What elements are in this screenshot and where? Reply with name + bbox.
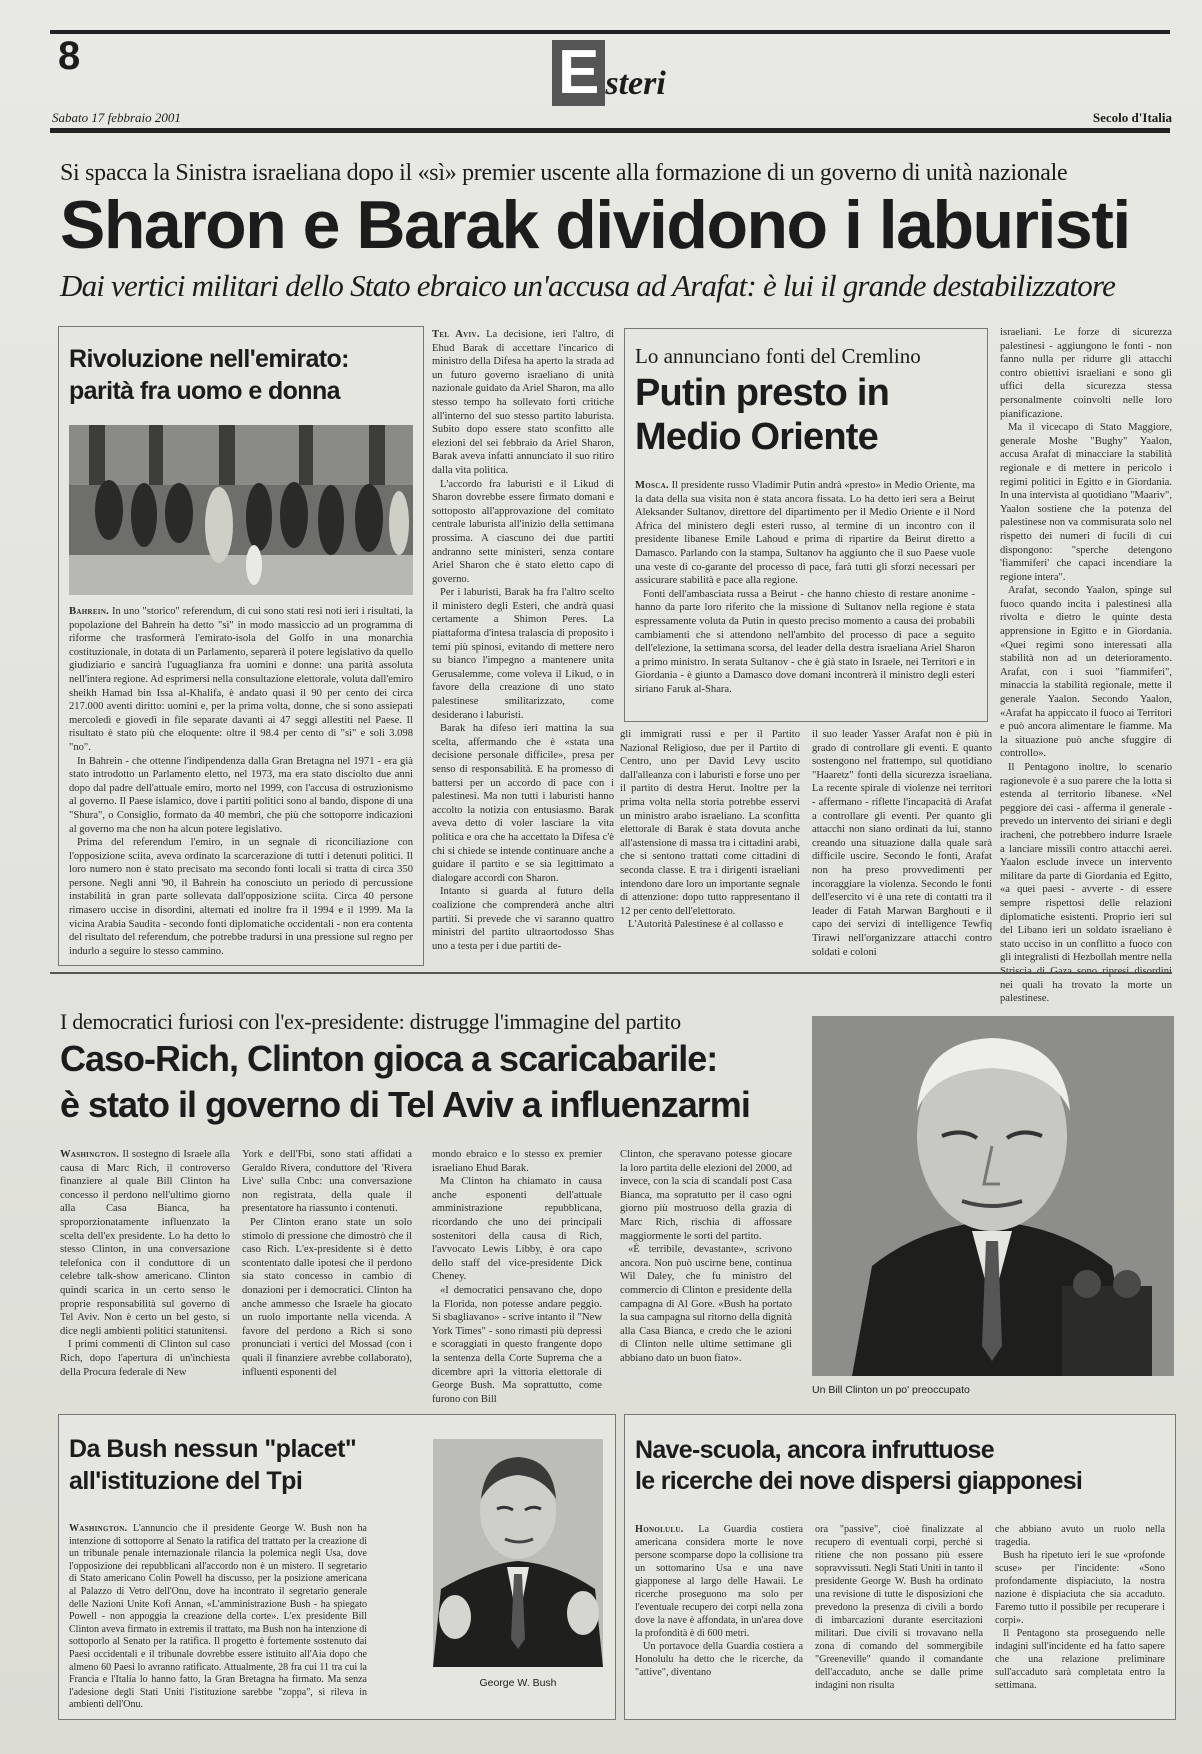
section-title (552, 40, 812, 110)
clinton-paragraph-3: York e dell'Fbi, sono stati affidati a Geraldo Rivera, conduttore del 'Rivera Live' sulla Cnbc: una conversazione non registrata, della quale il presentatore ha riassunto i contenuti. (242, 1149, 412, 1215)
japan-story-box (624, 1414, 1176, 1720)
section-initial: E (552, 40, 605, 106)
bush-headline: Da Bush nessun "placet" all'istituzione del Tpi (69, 1435, 357, 1495)
lead-column-1 (432, 328, 614, 964)
putin-headline: Putin presto in Medio Oriente (635, 372, 890, 458)
putin-dateline: Mosca. (635, 480, 669, 491)
lead-col4-paragraph-4: Il Pentagono inoltre, lo scenario ragionevole è a suo parere che la lotta si estenda al territorio libanese. «Nel peggiore dei casi - afferma il generale - prevedo un intervento dei siriani e degli iracheni, che potrebbero indurre Israele a lanciare missili contro attacchi aerei. Yaalon esclude invece un intervento militare da parte di Giordania ed Egitto, «a quei paesi - avverte - di essere sempre rispettosi delle relazioni diplomatiche esistenti. Proprio ieri sul del Libano ieri un soldato israeliano è stato ucciso in un conflitto a fuoco con gli integralisti di Hezbollah mentre nella nei quali ha trovato la morte un palestinese. (1000, 762, 1172, 1005)
lead-paragraph-3: Per i laburisti, Barak ha fra l'altro scelto il ministero degli Esteri, che andrà quasi certamente a Shimon Peres. La piattaforma d'intesa tralascia di proposito i temi più spinosi, evitando di mettere nero su bianco l'impegno a mantenere unita Gerusalemme, come voleva il Likud, o in favore della creazione di uno stato palestinese smilitarizzato, come desiderano i laburisti. (432, 587, 614, 721)
japan-headline-line-2: le ricerche dei nove dispersi giapponesi (635, 1467, 1083, 1495)
japan-dateline: Honolulu. (635, 1524, 684, 1535)
lead-col4-paragraph-3: Arafat, secondo Yaalon, spinge sul fuoco quando incita i palestinesi alla rivolta e dietro le quinte desta apprensione in Egitto e in Giordania. «Quei regimi sono interessati alla stabilità non ad un deterioramento. Arafat, con i suoi "fiammiferi", minaccia la stabilità regionale, mette il generale Yaalon. Secondo Yaalon, «Arafat ha appiccato il fuoco ai Territori e può ancora alimentare le fiamme. Ma la situazione può anche sfuggire di controllo». (1000, 585, 1172, 760)
lead-cont-paragraph-2: L'Autorità Palestinese è al collasso e (628, 919, 784, 931)
clinton-caption: Un Bill Clinton un po' preoccupato (812, 1384, 970, 1396)
newspaper-name: Secolo d'Italia (1092, 110, 1172, 125)
putin-kicker: Lo annunciano fonti del Cremlino (635, 344, 921, 368)
bush-caption: George W. Bush (479, 1677, 557, 1689)
putin-story-box (624, 328, 988, 722)
emirate-photo (69, 425, 413, 595)
issue-date: Sabato 17 febbraio 2001 (52, 110, 181, 125)
lead-kicker: Si spacca la Sinistra israeliana dopo il «sì» premier uscente alla formazione di un governo di unità nazionale (60, 160, 1068, 186)
clinton-paragraph-5: mondo ebraico e lo stesso ex premier israeliano Ehud Barak. (432, 1149, 602, 1174)
clinton-column-2 (242, 1148, 412, 1388)
emirate-paragraph-3: Prima del referendum l'emiro, in un segnale di riconciliazione con l'opposizione sciita, aveva ordinato la scarcerazione di tutti i detenuti politici. Il loro numero non è stato precisato ma secondo fonti locali si tratta di circa 350 persone. Negli anni '90, il Bahrein ha conosciuto un periodo di percussione instabilità in gran parte sollevata dall'opposizione sciita. Circa 40 persone rimasero uccise in disordini, alternati ed inoltre fra il 1994 e il 1999. Ma la vicina Arabia Saudita - secondo fonti diplomatiche occidentali - non era contenta del risultato del referendum, che potrebbe tradursi in una pressione sul regno per indurlo a seguire lo stesso cammino. (69, 837, 413, 957)
lead-dateline: Tel Aviv. (432, 329, 480, 340)
lead-column-2 (620, 728, 800, 964)
lead-col4-paragraph-2: Ma il vicecapo di Stato Maggiore, generale Moshe "Bughy" Yaalon, accusa Arafat di minacciare la stabilità regionale e di mettere in pericolo i regimi politici in Egitto e in Giordania. In una intervista al quotidiano "Maariv", Yaalon sostiene che la potenza del palestinese non va commisurata solo nel rispetto dei numeri di fucili di cui dispongono: "sperche detengono 'fiammiferi' che capaci incendiare la regione intera". (1000, 422, 1172, 583)
clinton-paragraph-8: Clinton, che speravano potesse giocare la loro partita delle elezioni del 2000, ad invece, con la scia di scandali post Casa Bianca, ma sopratutto per il caso ogni giorno più mostruoso della grazia di Marc Rich, rischia di affossare maggiormente le sorti del partito. (620, 1149, 792, 1242)
putin-body (635, 479, 975, 715)
lead-cont-paragraph-1: gli immigrati russi e per il Partito Nazional Religioso, due per il Partito di Centro, uno per David Levy uscito dall'alleanza con i laburisti e forse uno per il partito di destra Herut. Inoltre per la prima volta nella storia potrebbe esservi un ministro arabo israeliano. La sconfitta elettorale di Barak è stata dovuta anche all'astensione di massa tra i cittadini arabi, che si sentono trattati come cittadini di seconda classe. E tra i dirigenti israeliani intendono dare loro un importante segnale di attenzione: dopo tutto rappresentano il 12 per cento dell'elettorato. (620, 729, 800, 917)
japan-column-2 (815, 1523, 983, 1713)
bush-body (69, 1523, 367, 1713)
japan-headline-line-1: Nave-scuola, ancora infruttuose (635, 1436, 994, 1464)
clinton-paragraph-7: «I democratici pensavano che, dopo la Florida, non potesse andare peggio. Si sbagliavano» - scrive intanto il "New York Times" - sono rimasti più depressi e scoraggiati in questo frangente dopo la sentenza della Corte Suprema che a dicembre aprì la vittoria elettorale di George Bush. Ma soprattutto, come furono con Bill (432, 1284, 602, 1405)
clinton-paragraph-1: Il sostegno di Israele alla causa di Marc Rich, il controverso finanziere al quale Bill Clinton ha concesso il perdono nell'ultimo giorno alla Casa Bianca, ha sproporzionatamente influenzato la scelta dell'ex presidente. Lo ha detto lo stesso Clinton, in una conversazione telefonica con il conduttore di un celebre talk-show americano. Clinton quindi scarica in un certo senso le proprie responsabilità sul governo di Tel Aviv. Non è certo un bel gesto, si dice negli ambienti politici statunitensi. (60, 1149, 231, 1337)
lead-column-3 (812, 728, 992, 964)
clinton-paragraph-2: I primi commenti di Clinton sul caso Rich, dopo l'apertura di un'inchiesta della Procura federale di New (60, 1339, 230, 1378)
clinton-dateline: Washington. (60, 1149, 120, 1160)
section-name: steri (605, 65, 666, 102)
bush-photo (433, 1439, 603, 1667)
lead-col4-paragraph-1: israeliani. Le forze di sicurezza palestinesi - aggiungono le fonti - non fanno nulla per ridurre gli attacchi contro obiettivi israeliani e sono gli uffici della sicurezza stessa personalmente coinvolti nelle loro pianificazione. (1000, 327, 1172, 420)
bush-story-box (58, 1414, 616, 1720)
clinton-paragraph-9: «È terribile, devastante», scrivono ancora. Non può uscirne bene, continua Wil Daley, che fu ministro del commercio di Clinton e presidente della campagna di Al Gore. «Bush ha portato la sua campagna sul ritorno della dignità alla Casa Bianca, e credo che le azioni di Clinton nelle ultime settimane gli abbiano dato un buon fiato». (620, 1244, 792, 1364)
clinton-column-3 (432, 1148, 602, 1405)
clinton-column-1 (60, 1148, 230, 1388)
japan-paragraph-3: ora "passive", cioè finalizzate al recupero di eventuali corpi, perché si ritiene che non possano più essere sopravvissuti. Negli Stati Uniti in tanto il presidente George W. Bush ha ordinato una revisione di tutte le disposizioni che prevedono la presenza di civili a bordo di imbarcazioni durante esercitazioni militari. Due civili si trovavano nella zona di comando del sommergibile "Greeneville" quando il comandante dell'accaduto, anche se dalle prime indagini non risulta (815, 1524, 983, 1691)
clinton-paragraph-4: Per Clinton erano state un solo stimolo di pressione che dimostrò che il caso Rich. L'ex-presidente sì è detto scontentato dalle ipotesi che il perdono sia stato concesso in cambio di donazioni per i democratici. Clinton ha anche ammesso che Israele ha giocato un ruolo importante nella vicenda. A favore del perdono a Rich si sono pronunciati i vertici del Mossad (con i quali il finanziere avrebbe collaborato), influenti esponenti del (242, 1216, 412, 1378)
putin-paragraph-1: Il presidente russo Vladimir Putin andrà «presto» in Medio Oriente, ma la data della sua visita non è stata ancora fissata. Lo ha detto ieri sera a Beirut Aleksander Sultanov, direttore del dipartimento per il Medio Oriente e il Nord Africa del ministero degli esteri russo, al termine di un incontro con il presidente libanese Emile Lahoud e prima di ripartire da Beirut diretto a Damasco. Parlando con la stampa, Sultanov ha aggiunto che il suo Paese vuole una veste di co-garante del processo di pace, farà tutti gli sforzi necessari per assicurare stabilità e pace alla regione. (635, 480, 975, 587)
clinton-paragraph-6: Ma Clinton ha chiamato in causa anche esponenti dell'attuale amministrazione repubblicana, ricordando che uno dei principali sostenitori della causa di Rich, l'avvocato Lewis Libby, è ora capo dello staff del vice-presidente Dick Cheney. (432, 1176, 602, 1283)
clinton-headline-line-2: è stato il governo di Tel Aviv a influenzarmi (60, 1084, 750, 1125)
emirate-headline: Rivoluzione nell'emirato: parità fra uomo e donna (69, 345, 349, 405)
emirate-body (69, 605, 413, 955)
japan-column-3 (995, 1523, 1165, 1713)
japan-paragraph-6: Il Pentagono sta proseguendo nelle indagini sull'incidente ed ha fatto sapere che una relazione preliminare sull'accaduto sarà completata entro la settimana. (995, 1628, 1165, 1691)
lead-paragraph-5: Intanto si guarda al futuro della coalizione che comprenderà anche altri partiti. Si prevede che vi saranno quattro ministri del partito ultraortodosso Shas uno a testa per i due partiti de- (432, 886, 614, 952)
emirate-dateline: Bahrein. (69, 606, 110, 617)
clinton-photo (812, 1016, 1174, 1376)
bush-paragraph-1: L'annuncio che il presidente George W. Bush non ha intenzione di sottoporre al Senato la ratifica del trattato per la creazione di un tribunale penale internazionale rilancia la polemica negli Usa, dove l'opposizione dei repubblicani all'accordo non è un mistero. Il segretario di Stato americano Colin Powell ha discusso, per la posizione americana al Palazzo di Vetro dell'Onu, dove ha incontrato il segretario generale delle Nazioni Unite Kofi Annan, «L'amministrazione Bush - ha spiegato Powell - non appoggia la creazione della corte». L'ex presidente Bill Clinton aveva firmato in extremis il trattato, ma Bush non ha intenzione di sottoporlo al Senato per la ratifica. Il progetto è fortemente sostenuto dai Paesi occidentali e il tribunale dovrebbe essere istituito all'Aia dopo che almeno 60 Paesi lo avranno ratificato. Attualmente, 28 fra cui 11 tra cui la Francia e l'Italia lo hanno fatto, la Gran Bretagna ha firmato. Ma senza l'adesione degli Stati Uniti l'istituzione sarebbe "zoppa", si rileva in ambienti dell'Onu. (69, 1523, 367, 1711)
japan-column-1 (635, 1523, 803, 1713)
putin-paragraph-2: Fonti dell'ambasciata russa a Beirut - che hanno chiesto di restare anonime - hanno da parte loro riferito che la missione di Sultanov nella regione è stata espressamente voluta da Putin in questo preciso momento a causa dei probabili cambiamenti che si attendono nell'ambito del processo di pace a seguito dell'elezione, la settimana scorsa, del leader della destra israeliana Ariel Sharon a primo ministro. In serata Sultanov - che è già stato in Israele, nei Territori e in Giordania - è giunto a Damasco dove domani incontrerà il ministro degli esteri siriano Faruk al-Shara. (635, 588, 975, 695)
section-divider-1 (50, 972, 1172, 974)
page-number: 8 (58, 34, 81, 78)
emirate-paragraph-2: In Bahrein - che ottenne l'indipendenza dalla Gran Bretagna nel 1971 - era già stato introdotto un Parlamento eletto, nel 1973, ma era stato disciolto due anni dopo dal padre dell'attuale emiro, morto nel 1999, con l'accusa di ostruzionismo al governo. Il Paese islamico, dove i partiti politici sono al bando, dispone di una "Shura", o Consiglio, formato da 40 membri, che più che sottoporre indicazioni al governo ma che non ha alcun potere legislativo. (69, 755, 413, 835)
clinton-column-4 (620, 1148, 792, 1388)
clinton-headline-line-1: Caso-Rich, Clinton gioca a scaricabarile: (60, 1038, 718, 1079)
emirate-story-box (58, 326, 424, 966)
lead-headline: Sharon e Barak dividono i laburisti (60, 187, 1130, 263)
lead-subhead: Dai vertici militari dello Stato ebraico un'accusa ad Arafat: è lui il grande destabilizzatore (60, 268, 1116, 303)
japan-paragraph-2: Un portavoce della Guardia costiera a Honolulu ha detto che le ricerche, da "attive", diventano (635, 1641, 803, 1678)
japan-paragraph-4: che abbiano avuto un ruolo nella tragedia. (995, 1524, 1165, 1548)
clinton-kicker: I democratici furiosi con l'ex-presidente: distrugge l'immagine del partito (60, 1009, 681, 1034)
japan-paragraph-5: Bush ha ripetuto ieri le sue «profonde scuse» per l'incidente: «Sono profondamente dispiaciuto, la nostra nazione è dispiaciuta che sia accaduto. Faremo tutto il possibile per recuperare i corpi». (995, 1550, 1165, 1626)
top-rule (50, 30, 1170, 34)
emirate-paragraph-1: In uno "storico" referendum, di cui sono stati resi noti ieri i risultati, la popolazione del Bahrein ha detto "sì" in modo massiccio ad un programma di riforme che trasformerà l'emirato-isola del Golfo in una monarchia costituzionale, in dotata di un Parlamento, separerà il potere legislativo da quello giudiziario e sancirà l'uguaglianza fra uomini e donne: una parità assoluta nell'intera regione. Ad esprimersi nella consultazione elettorale, voluta dall'emiro sheikh Hamad bin Issa al-Khalifa, è andato quasi il 90 per cento dei circa 217.000 aventi diritto: uomini e, per la prima volta, donne, che si sono assiepati mercoledì e giovedì in file separate davanti ai 47 seggi allestiti nel Paese. Il risultato è stato più che eloquente: oltre il 98.4 per cento di "sì" e soli 3.098 "no". (69, 606, 413, 753)
lead-column-4 (1000, 326, 1172, 1005)
japan-paragraph-1: La Guardia costiera americana considera morte le nove persone scomparse dopo la collisione tra un sottomarino Usa e una nave giapponese al largo delle Hawaii. Le ricerche proseguono ma solo per l'eventuale recupero dei corpi nella zona dove la nave è affondata, in un'area dove la profondità è di 600 metri. (635, 1524, 804, 1639)
bush-dateline: Washington. (69, 1523, 128, 1534)
masthead-rule (50, 128, 1170, 133)
lead-paragraph-1: La decisione, ieri l'altro, di Ehud Barak di accettare l'incarico di ministro della Difesa ha aperto la strada ad un futuro governo israeliano di unità nazionale guidato da Ariel Sharon, ma allo stesso tempo ha sollevato forti critiche all'interno del suo stesso partito laburista. Subito dopo essere stato sconfitto alle elezioni del sei febbraio da Ariel Sharon, Barak aveva infatti annunciato il suo ritiro dalla vita politica. (432, 329, 614, 476)
lead-paragraph-4: Barak ha difeso ieri mattina la sua scelta, affermando che è «stata una decisione personale difficile», presa per senso di responsabilità. E ha promesso di battersi per un accordo di pace con i palestinesi. Ma non tutti i laburisti hanno accolto la notizia con entusiasmo. Barak aveva detto di voler lasciare la vita politica e ora che ha accettato la Difesa c'è chi si chiede se intende continuare anche a guidare il partito e se sia legittimato a dialogare accordi con Sharon. (432, 723, 614, 884)
lead-paragraph-2: L'accordo fra laburisti e il Likud di Sharon dovrebbe essere firmato domani e sottoposto all'approvazione del comitato centrale laburista all'inizio della settimana prossima. A ciascuno dei due partiti andranno sette ministeri, senza contare Ariel Sharon che è stato eletto capo di governo. (432, 478, 614, 585)
lead-cont-paragraph-3: il suo leader Yasser Arafat non è più in grado di controllare gli eventi. E quanto sostengono nel frattempo, sul quotidiano "Haaretz" fonti della sicurezza israeliana. La recente spirale di violenze nei territori - affermano - riflette l'incapacità di Arafat a controllare gli eventi. Per quanto gli attacchi non siano ordinati da lui, stanno creando una situazione dalla quale sarà difficile uscire. Secondo le fonti, Arafat non ha preso provvedimenti per incoraggiare la violenza. Secondo le fonti dell'esercito vi è una rete di contatti tra il leader di Fatah Marwan Barghouti e il capo dei servizi di intelligence Tewfiq Tirawi nell'organizzare attacchi contro soldati e coloni (812, 729, 992, 958)
